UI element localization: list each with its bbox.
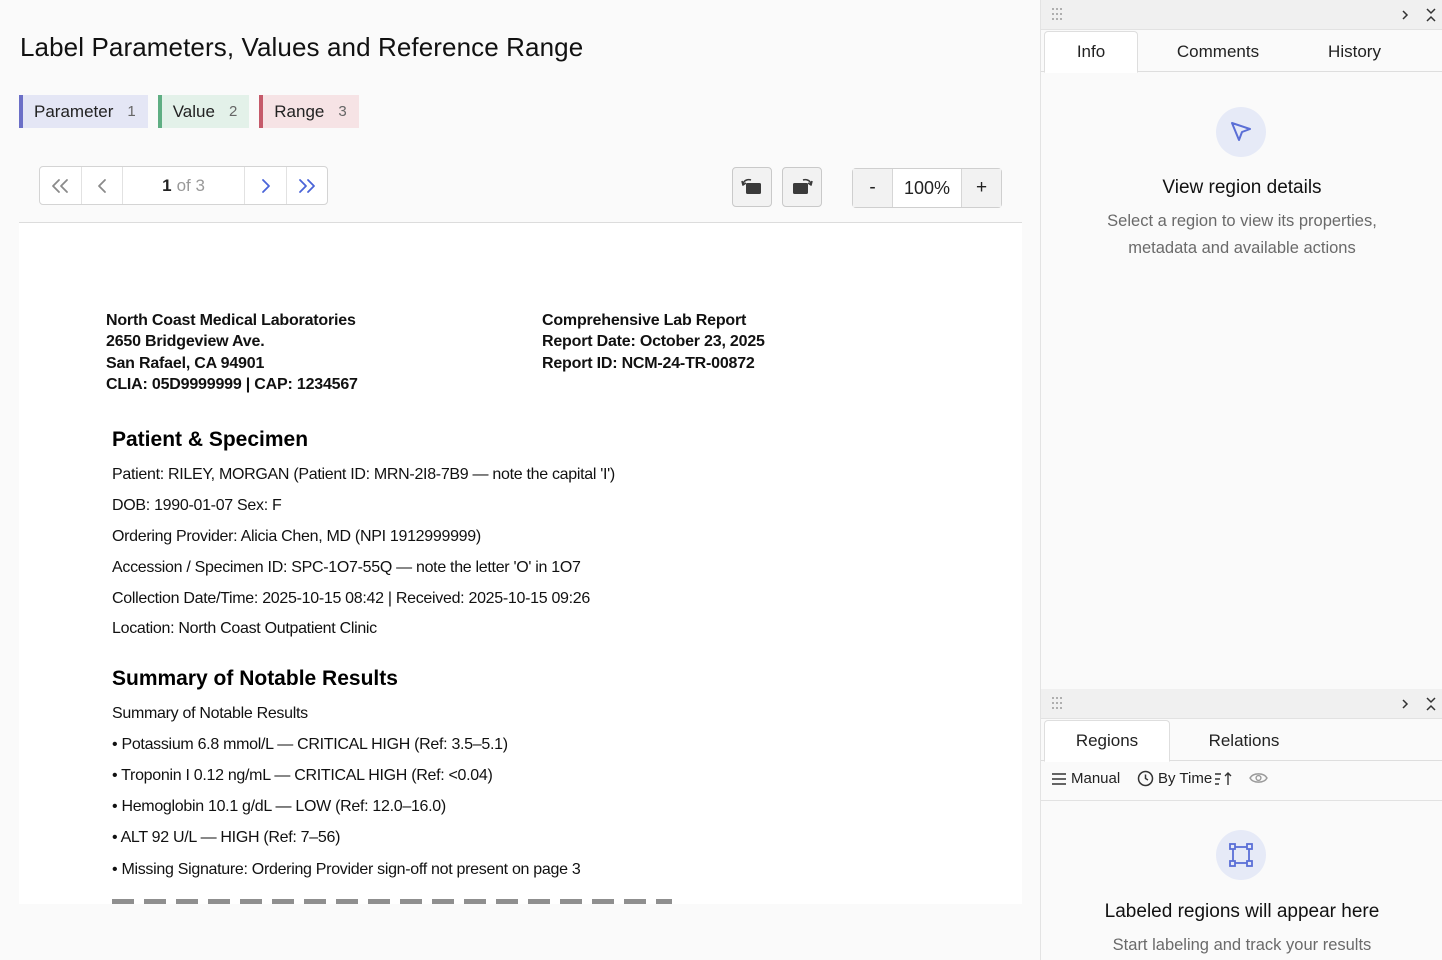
cursor-pointer-icon (1228, 119, 1254, 145)
lab-name: North Coast Medical Laboratories (106, 312, 356, 329)
manual-sort-button[interactable] (1051, 770, 1120, 787)
collapse-panel-button[interactable] (1397, 6, 1413, 24)
doc-line: Location: North Coast Outpatient Clinic (112, 620, 377, 637)
region-icon-badge (1216, 830, 1266, 880)
first-page-button[interactable] (40, 167, 81, 204)
doc-line: • Troponin I 0.12 ng/mL — CRITICAL HIGH (Ref: <0.04) (112, 767, 493, 784)
regions-empty-title: Labeled regions will appear here (1104, 901, 1380, 922)
manual-sort-label: Manual (1071, 770, 1121, 787)
label-chip-name: Value (172, 101, 215, 121)
document-canvas[interactable] (19, 223, 1022, 904)
doc-line: • Missing Signature: Ordering Provider sign-off not present on page 3 (112, 861, 581, 878)
page-title: Label Parameters, Values and Reference Range (20, 32, 584, 62)
doc-line: Accession / Specimen ID: SPC-1O7-55Q — note the letter 'O' in 1O7 (112, 559, 581, 576)
chevron-right-icon (1401, 9, 1409, 21)
lab-city: San Rafael, CA 94901 (106, 354, 265, 372)
last-page-button[interactable] (286, 167, 327, 204)
clock-icon (1137, 770, 1154, 787)
rotate-left-button[interactable] (732, 167, 772, 207)
tab-info[interactable]: Info (1044, 31, 1138, 73)
doc-line: Summary of Notable Results (112, 705, 308, 722)
doc-line: • Hemoglobin 10.1 g/dL — LOW (Ref: 12.0–16.0) (112, 798, 446, 815)
cursor-icon-badge (1216, 107, 1266, 157)
sort-order-icon (1214, 771, 1234, 787)
zoom-control (852, 168, 1002, 208)
right-sidebar (1040, 0, 1442, 960)
rotate-left-icon (740, 177, 764, 197)
tab-history[interactable]: History (1328, 41, 1381, 61)
time-sort-button[interactable] (1137, 770, 1234, 787)
zoom-out-button[interactable]: - (853, 169, 892, 207)
tab-comments[interactable]: Comments (1176, 41, 1260, 61)
doc-line: Patient: RILEY, MORGAN (Patient ID: MRN-2I8-7B9 — note the capital 'I') (112, 466, 615, 483)
regions-panel-tabs (1041, 720, 1442, 761)
section-title-summary: Summary of Notable Results (112, 667, 398, 690)
info-empty-description: Select a region to view its properties, metadata and available actions (1107, 212, 1377, 257)
collapse-vertical-icon (1425, 696, 1437, 712)
lab-address: 2650 Bridgeview Ave. (106, 333, 265, 351)
drag-handle-icon[interactable] (1051, 696, 1063, 710)
bounding-box-icon (1227, 841, 1255, 869)
collapse-vertical-icon (1425, 7, 1437, 23)
minimize-panel-button[interactable] (1423, 695, 1439, 713)
label-chip-value[interactable] (158, 95, 250, 128)
report-id: Report ID: NCM-24-TR-00872 (542, 354, 755, 372)
lab-header (106, 310, 358, 395)
label-chip-hotkey: 1 (127, 103, 136, 120)
doc-line: • ALT 92 U/L — HIGH (Ref: 7–56) (112, 829, 341, 846)
chevron-left-icon (96, 178, 108, 194)
minimize-panel-button[interactable] (1423, 6, 1439, 24)
label-chip-parameter[interactable] (19, 95, 148, 128)
report-title: Comprehensive Lab Report (542, 312, 747, 329)
collapse-panel-button[interactable] (1397, 695, 1413, 713)
clipped-text-line (112, 899, 672, 904)
label-chip-name: Parameter (34, 101, 114, 121)
info-empty-title: View region details (1162, 177, 1322, 198)
prev-page-button[interactable] (81, 167, 122, 204)
total-pages: of 3 (176, 175, 205, 195)
label-chip-hotkey: 2 (228, 103, 238, 120)
label-chip-name: Range (274, 101, 325, 121)
lab-accreditation: CLIA: 05D9999999 | CAP: 1234567 (106, 375, 358, 393)
report-date: Report Date: October 23, 2025 (542, 333, 765, 351)
doc-line: Ordering Provider: Alicia Chen, MD (NPI 1912999999) (112, 528, 481, 545)
label-chip-hotkey: 3 (338, 103, 347, 120)
chevron-right-icon (260, 178, 272, 194)
drag-handle-icon[interactable] (1051, 7, 1063, 21)
double-chevron-right-icon (297, 178, 317, 194)
rotate-right-button[interactable] (782, 167, 822, 207)
zoom-level: 100% (892, 169, 962, 207)
label-chip-range[interactable] (259, 95, 358, 128)
page-indicator[interactable] (122, 167, 246, 204)
doc-line: • Potassium 6.8 mmol/L — CRITICAL HIGH (Ref: 3.5–5.1) (112, 736, 508, 753)
tab-relations[interactable]: Relations (1208, 730, 1280, 750)
document-page (19, 223, 1022, 904)
label-toolbar (19, 95, 359, 128)
time-sort-label: By Time (1158, 770, 1213, 787)
section-title-patient: Patient & Specimen (112, 428, 309, 451)
list-icon (1051, 772, 1067, 786)
doc-line: DOB: 1990-01-07 Sex: F (112, 497, 282, 514)
current-page: 1 (162, 175, 172, 195)
zoom-in-button[interactable]: + (962, 169, 1001, 207)
toggle-visibility-button[interactable] (1249, 771, 1268, 785)
double-chevron-left-icon (50, 178, 70, 194)
doc-line: Collection Date/Time: 2025-10-15 08:42 | Received: 2025-10-15 09:26 (112, 590, 590, 607)
regions-empty-description: Start labeling and track your results (1112, 936, 1372, 954)
page-navigator (39, 166, 328, 205)
report-header (542, 310, 765, 374)
regions-panel-header (1041, 689, 1442, 719)
eye-icon (1249, 771, 1268, 785)
tab-regions[interactable]: Regions (1044, 720, 1170, 762)
info-panel-tabs (1041, 31, 1442, 72)
info-panel-header (1041, 0, 1442, 30)
chevron-right-icon (1401, 698, 1409, 710)
regions-toolbar (1041, 760, 1442, 801)
rotate-right-icon (790, 177, 814, 197)
next-page-button[interactable] (245, 167, 286, 204)
